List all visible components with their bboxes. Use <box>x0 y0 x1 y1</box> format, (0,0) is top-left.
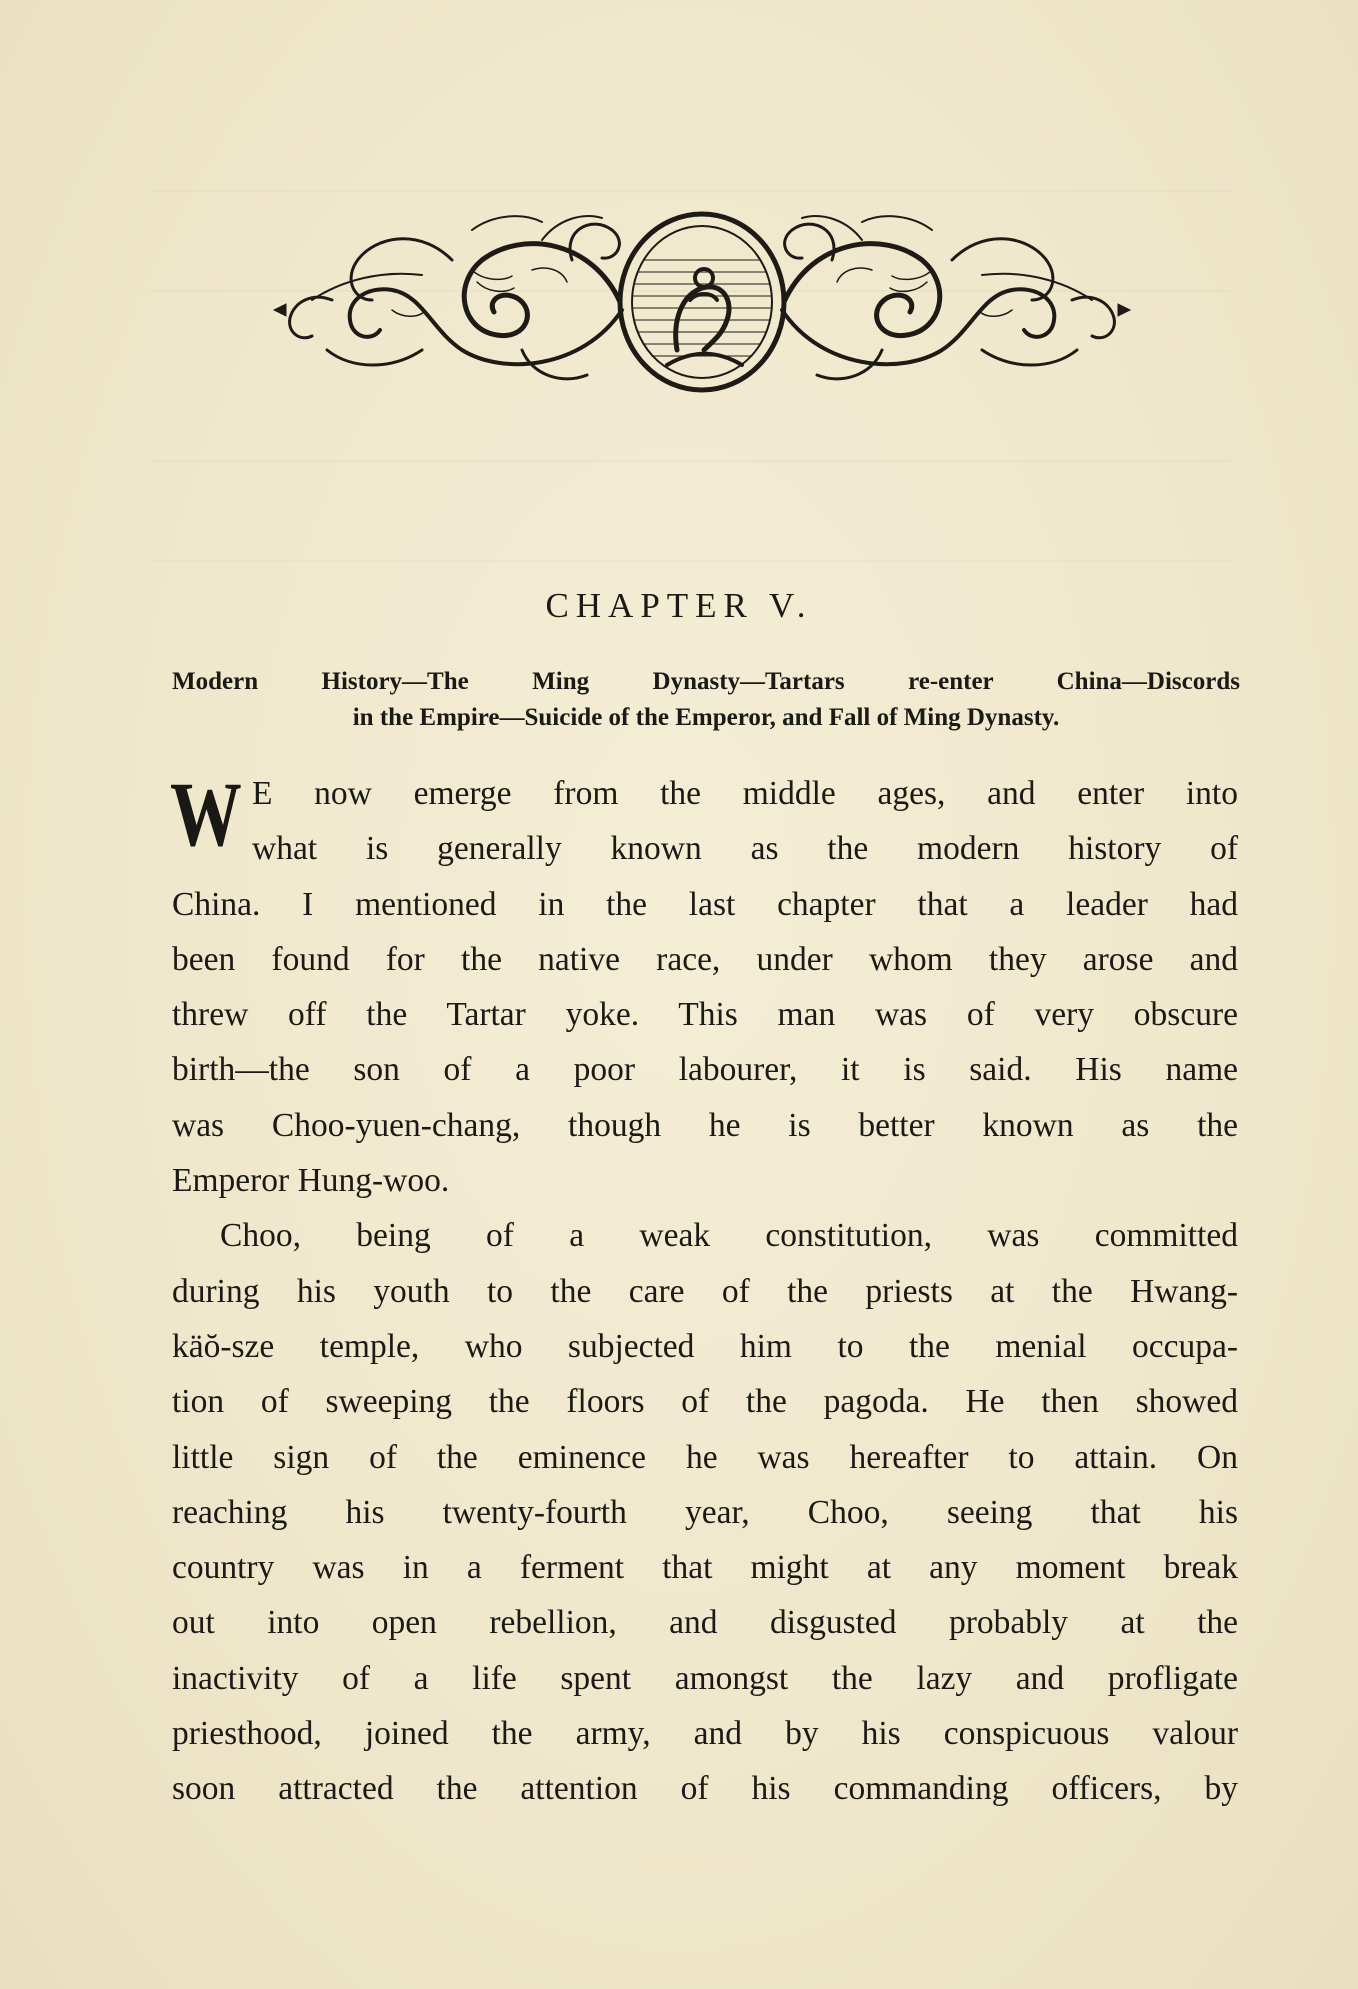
text-line: Emperor Hung-woo. <box>172 1162 450 1200</box>
text-line: priesthood, joined the army, and by his conspicuous valour <box>172 1715 1238 1753</box>
text-line: tion of sweeping the floors of the pagoda. He then showed <box>172 1383 1238 1421</box>
text-line: reaching his twenty-fourth year, Choo, seeing that his <box>172 1493 1238 1531</box>
paragraph <box>170 763 1238 1208</box>
scroll-ornament-icon <box>272 200 1132 400</box>
text-line: Choo, being of a weak constitution, was committed <box>220 1217 1238 1255</box>
body-text <box>170 763 1238 1817</box>
text-line: been found for the native race, under whom they arose and <box>172 940 1238 978</box>
chapter-summary <box>172 664 1240 736</box>
text-line: during his youth to the care of the priests at the Hwang- <box>172 1272 1238 1310</box>
text-line: was Choo-yuen-chang, though he is better known as the <box>172 1106 1238 1144</box>
text-line: soon attracted the attention of his commanding officers, by <box>172 1770 1238 1808</box>
text-line: E now emerge from the middle ages, and enter into <box>252 775 1238 812</box>
summary-line: in the Empire—Suicide of the Emperor, and Fall of Ming Dynasty. <box>352 704 1060 731</box>
text-line: country was in a ferment that might at any moment break <box>172 1549 1238 1587</box>
paragraph <box>172 1208 1238 1816</box>
text-line: inactivity of a life spent amongst the lazy and profligate <box>172 1659 1238 1697</box>
text-line: birth—the son of a poor labourer, it is said. His name <box>172 1051 1238 1089</box>
text-line: China. I mentioned in the last chapter that a leader had <box>172 885 1238 923</box>
text-line: threw off the Tartar yoke. This man was of very obscure <box>172 996 1238 1034</box>
text-line: little sign of the eminence he was hereafter to attain. On <box>172 1438 1238 1476</box>
drop-cap: W <box>170 763 236 865</box>
text-line: what is generally known as the modern history of <box>252 830 1238 868</box>
text-line: out into open rebellion, and disgusted probably at the <box>172 1604 1238 1642</box>
text-line: käŏ-sze temple, who subjected him to the menial occupa- <box>172 1327 1238 1365</box>
chapter-title: CHAPTER V. <box>545 586 813 625</box>
summary-line: Modern History—The Ming Dynasty—Tartars re-enter China—Discords <box>172 668 1240 695</box>
